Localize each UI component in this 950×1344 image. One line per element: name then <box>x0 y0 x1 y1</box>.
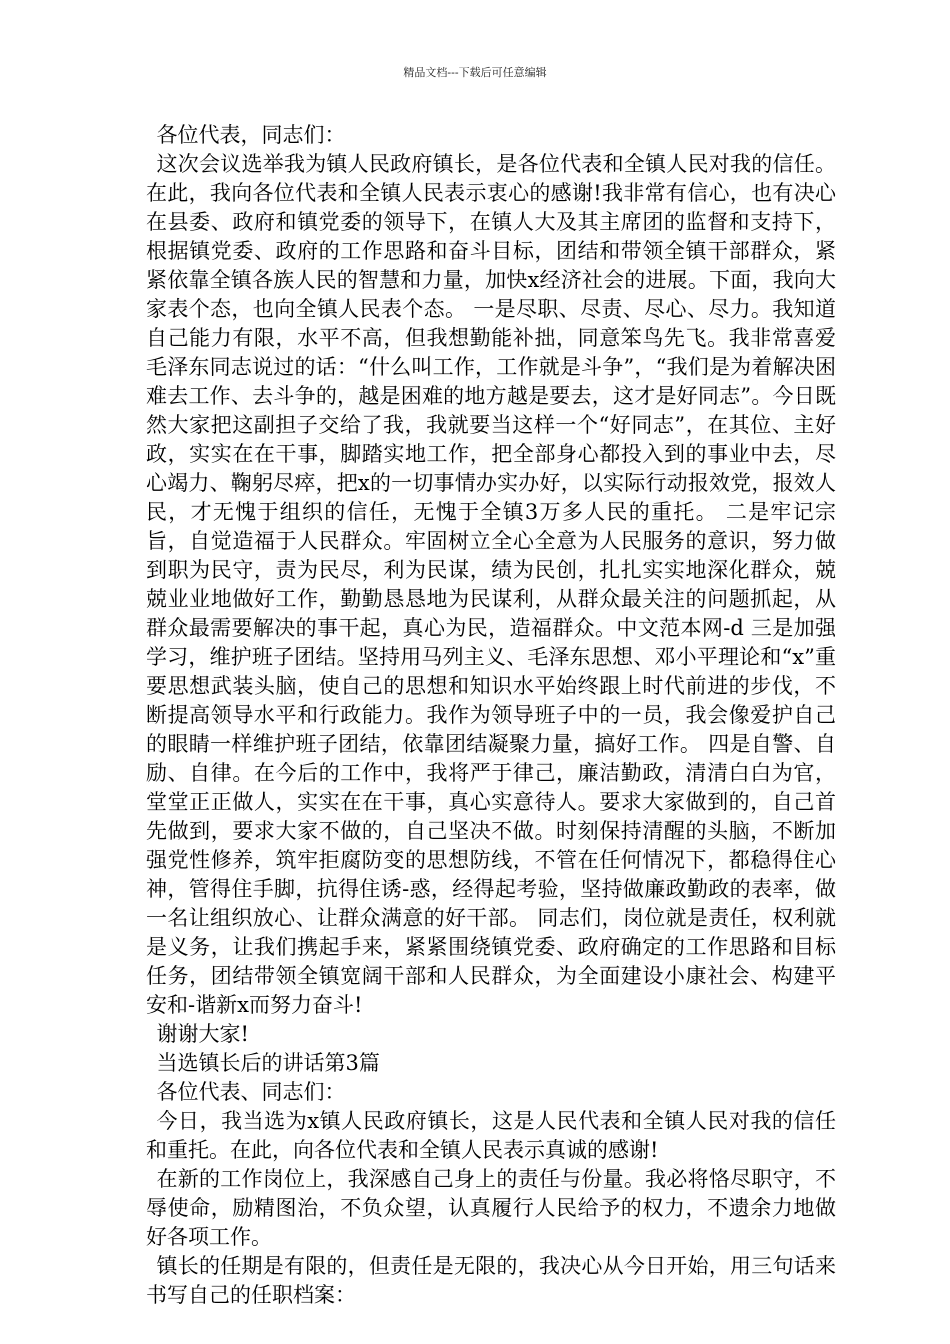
speech-paragraph: 镇长的任期是有限的，但责任是无限的，我决心从今日开始，用三句话来书写自己的任职档案： <box>146 1254 836 1307</box>
section-title: 当选镇长后的讲话第3篇 <box>156 1051 380 1075</box>
speech-paragraph: 在新的工作岗位上，我深感自己身上的责任与份量。我必将恪尽职守，不辱使命，励精图治，不负众望，认真履行人民给予的权力，不遗余力地做好各项工作。 <box>146 1167 836 1249</box>
salutation: 各位代表、同志们： <box>156 1080 346 1104</box>
document-body <box>146 121 836 1310</box>
salutation: 各位代表，同志们： <box>156 123 346 147</box>
speech-paragraph: 这次会议选举我为镇人民政府镇长，是各位代表和全镇人民对我的信任。在此，我向各位代表和全镇人民表示衷心的感谢!我非常有信心，也有决心在县委、政府和镇党委的领导下，在镇人大及其主席团的监督和支持下，根据镇党委、政府的工作思路和奋斗目标，团结和带领全镇干部群众，紧紧依靠全镇各族人民的智慧和力量，加快x经济社会的进展。下面，我向大家表个态，也向全镇人民表个态。 一是尽职、尽责、尽心、尽力。我知道自己能力有限，水平不高，但我想勤能补拙，同意笨鸟先飞。我非常喜爱毛泽东同志说过的话：“什么叫工作，工作就是斗争”，“我们是为着解决困难去工作、去斗争的，越是困难的地方越是要去，这才是好同志”。今日既然大家把这副担子交给了我，我就要当这样一个“好同志”，在其位、主好政，实实在在干事，脚踏实地工作，把全部身心都投入到的事业中去，尽心竭力、鞠躬尽瘁，把x的一切事情办实办好，以实际行动报效党，报效人民，才无愧于组织的信任，无愧于全镇3万多人民的重托。 二是牢记宗旨，自觉造福于人民群众。牢固树立全心全意为人民服务的意识，努力做到职为民守，责为民尽，利为民谋，绩为民创，扎扎实实地深化群众，兢兢业业地做好工作，勤勤恳恳地为民谋利，从群众最关注的问题抓起，从群众最需要解决的事干起，真心为民，造福群众。中文范本网-d 三是加强学习，维护班子团结。坚持用马列主义、毛泽东思想、邓小平理论和“x”重要思想武装头脑，使自己的思想和知识水平始终跟上时代前进的步伐，不断提高领导水平和行政能力。我作为领导班子中的一员，我会像爱护自己的眼睛一样维护班子团结，依靠团结凝聚力量，搞好工作。 四是自警、自励、自律。在今后的工作中，我将严于律己，廉洁勤政，清清白白为官，堂堂正正做人，实实在在干事，真心实意待人。要求大家做到的，自己首先做到，要求大家不做的，自己坚决不做。时刻保持清醒的头脑，不断加强党性修养，筑牢拒腐防变的思想防线，不管在任何情况下，都稳得住心神，管得住手脚，抗得住诱-惑，经得起考验，坚持做廉政勤政的表率，做一名让组织放心、让群众满意的好干部。 同志们，岗位就是责任，权利就是义务，让我们携起手来，紧紧围绕镇党委、政府确定的工作思路和目标任务，团结带领全镇宽阔干部和人民群众，为全面建设小康社会、构建平安和-谐新x而努力奋斗! <box>146 152 836 1017</box>
page-header: 精品文档---下载后可任意编辑 <box>403 66 547 79</box>
speech-paragraph: 今日，我当选为x镇人民政府镇长，这是人民代表和全镇人民对我的信任和重托。在此，向各位代表和全镇人民表示真诚的感谢! <box>146 1109 836 1162</box>
closing-thanks: 谢谢大家! <box>156 1022 249 1046</box>
